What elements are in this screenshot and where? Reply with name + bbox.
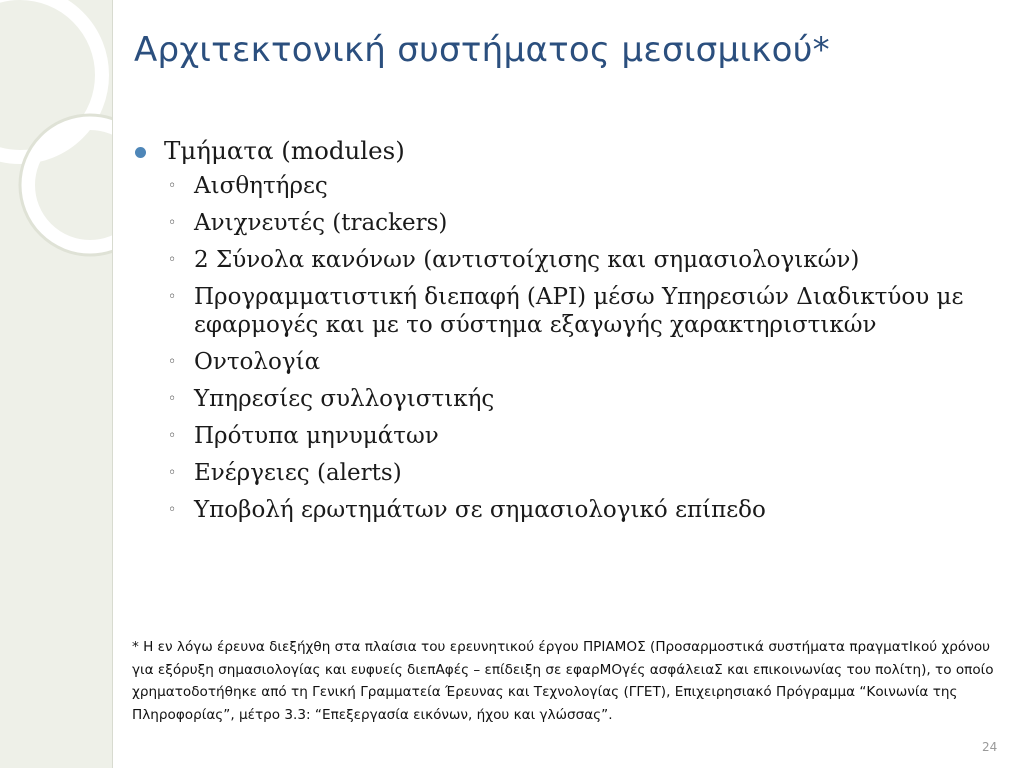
main-bullet xyxy=(134,136,994,166)
sub-bullet-marker: ◦ xyxy=(168,428,177,444)
sub-bullet-text: Οντολογία xyxy=(194,349,321,375)
sub-bullet-item xyxy=(134,283,994,339)
panel-divider xyxy=(112,0,113,768)
sub-bullet-item xyxy=(134,348,994,376)
page-number: 24 xyxy=(982,740,998,754)
sub-bullet-text: 2 Σύνολα κανόνων (αντιστοίχισης και σημασιολογικών) xyxy=(194,247,860,273)
sub-bullet-marker: ◦ xyxy=(168,289,177,305)
sub-bullet-marker: ◦ xyxy=(168,502,177,518)
sub-bullet-item xyxy=(134,209,994,237)
slide-content xyxy=(134,136,994,533)
sub-bullet-item xyxy=(134,422,994,450)
sub-bullet-list xyxy=(134,172,994,524)
sub-bullet-text: Πρότυπα μηνυμάτων xyxy=(194,423,439,449)
sub-bullet-marker: ◦ xyxy=(168,178,177,194)
footnote: * Η εν λόγω έρευνα διεξήχθη στα πλαίσια του ερευνητικού έργου ΠΡΙΑΜΟΣ (Προσαρμοστικά συστήματα πραγματΙκού χρόνου για εξόρυξη σημασιολογίας και ευφυείς διεπΑφές – επίδειξη σε εφαρΜΟγές ασφάλειαΣ και επικοινωνίας του πολίτη), το οποίο χρηματοδοτήθηκε από τη Γενική Γραμματεία Έρευνας και Τεχνολογίας (ΓΓΕΤ), Επιχειρησιακό Πρόγραμμα “Κοινωνία της Πληροφορίας”, μέτρο 3.3: “Επεξεργασία εικόνων, ήχου και γλώσσας”. xyxy=(132,639,994,723)
sub-bullet-marker: ◦ xyxy=(168,391,177,407)
bullet-dot xyxy=(135,147,146,158)
sub-bullet-text: Ενέργειες (alerts) xyxy=(194,460,402,486)
sub-bullet-marker: ◦ xyxy=(168,215,177,231)
sub-bullet-text: Προγραμματιστική διεπαφή (API) μέσω Υπηρεσιών Διαδικτύου με εφαρμογές και με το σύστημα εξαγωγής χαρακτηριστικών xyxy=(194,284,964,338)
sub-bullet-item xyxy=(134,459,994,487)
sub-bullet-text: Αισθητήρες xyxy=(194,173,328,199)
sub-bullet-text: Υποβολή ερωτημάτων σε σημασιολογικό επίπεδο xyxy=(194,497,766,523)
sub-bullet-item xyxy=(134,246,994,274)
sub-bullet-marker: ◦ xyxy=(168,252,177,268)
sub-bullet-text: Ανιχνευτές (trackers) xyxy=(194,210,448,236)
sub-bullet-text: Υπηρεσίες συλλογιστικής xyxy=(194,386,495,412)
sub-bullet-marker: ◦ xyxy=(168,465,177,481)
sub-bullet-item xyxy=(134,496,994,524)
slide-title: Αρχιτεκτονική συστήματος μεσισμικού* xyxy=(134,30,830,70)
main-bullet-text: Τμήματα (modules) xyxy=(164,136,405,165)
sub-bullet-item xyxy=(134,172,994,200)
decorative-rings xyxy=(0,0,112,768)
sub-bullet-item xyxy=(134,385,994,413)
sub-bullet-marker: ◦ xyxy=(168,354,177,370)
